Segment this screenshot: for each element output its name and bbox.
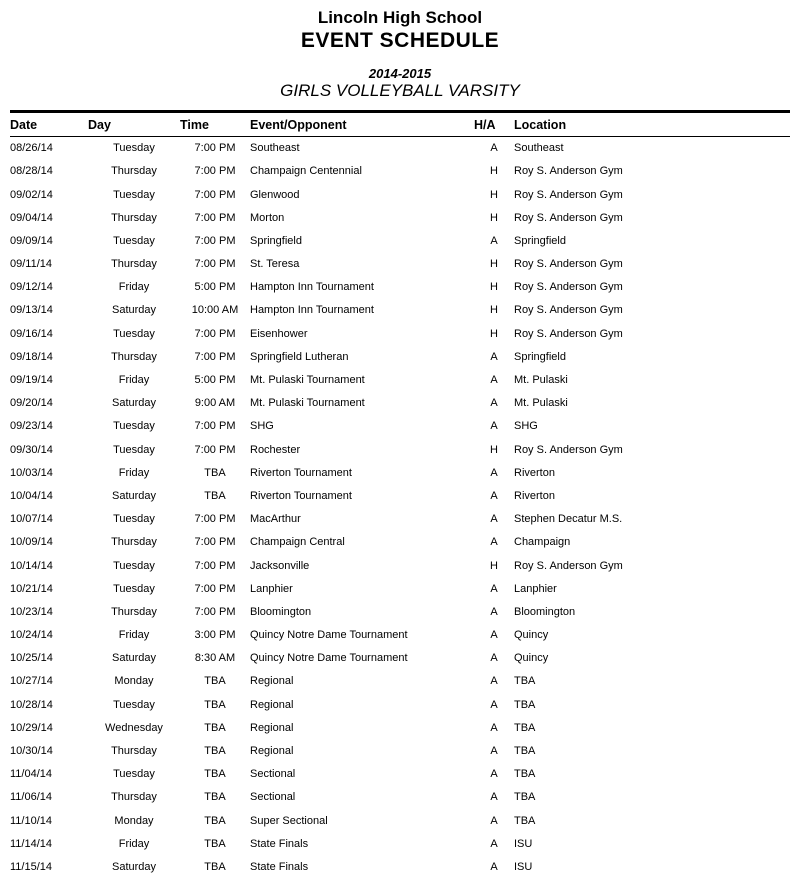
cell-location: TBA <box>514 768 536 781</box>
cell-day: Thursday <box>111 605 157 618</box>
cell-event: Regional <box>250 675 294 688</box>
cell-time: 7:00 PM <box>194 582 236 595</box>
cell-day: Friday <box>118 374 150 387</box>
schedule-row <box>10 415 790 438</box>
schedule-row <box>10 253 790 276</box>
cell-location: ISU <box>514 860 533 873</box>
cell-ha: A <box>490 466 498 479</box>
cell-time: 7:00 PM <box>194 211 236 224</box>
schedule-row <box>10 786 790 809</box>
cell-time: 7:00 PM <box>194 605 236 618</box>
cell-event: St. Teresa <box>250 258 300 271</box>
cell-time: 9:00 AM <box>194 397 236 410</box>
schedule-row <box>10 716 790 739</box>
cell-time: 7:00 PM <box>194 188 236 201</box>
cell-location: Roy S. Anderson Gym <box>514 188 623 201</box>
cell-ha: A <box>490 350 498 363</box>
cell-event: Jacksonville <box>250 559 310 572</box>
cell-ha: A <box>490 837 498 850</box>
cell-event: Lanphier <box>250 582 293 595</box>
cell-day: Tuesday <box>113 142 155 155</box>
cell-time: TBA <box>204 675 226 688</box>
cell-location: TBA <box>514 814 536 827</box>
cell-time: 8:30 AM <box>194 652 236 665</box>
cell-time: 7:00 PM <box>194 350 236 363</box>
cell-event: Southeast <box>250 142 300 155</box>
cell-ha: H <box>490 165 498 178</box>
cell-day: Tuesday <box>113 327 155 340</box>
cell-location: Riverton <box>514 466 555 479</box>
cell-location: TBA <box>514 791 536 804</box>
cell-date: 10/03/14 <box>10 466 53 479</box>
cell-day: Wednesday <box>105 721 163 734</box>
cell-ha: H <box>490 327 498 340</box>
cell-date: 09/23/14 <box>10 420 53 433</box>
cell-ha: H <box>490 188 498 201</box>
schedule-row <box>10 832 790 855</box>
cell-time: 3:00 PM <box>194 629 236 642</box>
column-header-event: Event/Opponent <box>250 113 474 137</box>
cell-time: TBA <box>204 466 226 479</box>
cell-ha: A <box>490 629 498 642</box>
cell-location: TBA <box>514 698 536 711</box>
cell-date: 09/16/14 <box>10 327 53 340</box>
cell-date: 08/28/14 <box>10 165 53 178</box>
team-subtitle: GIRLS VOLLEYBALL VARSITY <box>280 81 520 101</box>
schedule-row <box>10 809 790 832</box>
cell-event: Rochester <box>250 443 301 456</box>
cell-event: Super Sectional <box>250 814 328 827</box>
cell-time: 7:00 PM <box>194 513 236 526</box>
schedule-row <box>10 600 790 623</box>
cell-location: TBA <box>514 721 536 734</box>
schedule-row <box>10 345 790 368</box>
cell-day: Saturday <box>111 304 157 317</box>
cell-date: 08/26/14 <box>10 142 53 155</box>
cell-time: 10:00 AM <box>191 304 239 317</box>
cell-time: 7:00 PM <box>194 327 236 340</box>
schedule-row <box>10 392 790 415</box>
cell-event: Riverton Tournament <box>250 489 352 502</box>
cell-time: TBA <box>204 698 226 711</box>
cell-time: 5:00 PM <box>194 374 236 387</box>
cell-location: TBA <box>514 675 536 688</box>
cell-event: Regional <box>250 745 294 758</box>
cell-date: 09/02/14 <box>10 188 53 201</box>
cell-ha: A <box>490 745 498 758</box>
cell-event: State Finals <box>250 837 309 850</box>
cell-event: Glenwood <box>250 188 300 201</box>
cell-event: Hampton Inn Tournament <box>250 304 374 317</box>
cell-date: 10/07/14 <box>10 513 53 526</box>
cell-location: Springfield <box>514 234 566 247</box>
cell-ha: A <box>490 791 498 804</box>
cell-day: Thursday <box>111 258 157 271</box>
cell-event: Quincy Notre Dame Tournament <box>250 652 408 665</box>
cell-date: 10/24/14 <box>10 629 53 642</box>
cell-location: Quincy <box>514 629 549 642</box>
cell-time: TBA <box>204 489 226 502</box>
schedule-row <box>10 461 790 484</box>
cell-event: Hampton Inn Tournament <box>250 281 374 294</box>
column-header-time: Time <box>180 113 250 137</box>
column-header-location: Location <box>514 113 790 137</box>
schedule-row <box>10 160 790 183</box>
cell-day: Thursday <box>111 211 157 224</box>
schedule-row <box>10 647 790 670</box>
cell-date: 11/04/14 <box>10 768 53 781</box>
schedule-header-row <box>10 113 790 137</box>
cell-location: Roy S. Anderson Gym <box>514 165 623 178</box>
cell-day: Saturday <box>111 652 157 665</box>
cell-time: 7:00 PM <box>194 559 236 572</box>
cell-date: 09/04/14 <box>10 211 53 224</box>
cell-time: TBA <box>204 860 226 873</box>
cell-time: 7:00 PM <box>194 234 236 247</box>
cell-time: 7:00 PM <box>194 536 236 549</box>
cell-ha: H <box>490 281 498 294</box>
cell-location: Roy S. Anderson Gym <box>514 281 623 294</box>
cell-date: 10/28/14 <box>10 698 53 711</box>
cell-day: Saturday <box>111 860 157 873</box>
cell-day: Tuesday <box>113 188 155 201</box>
cell-day: Tuesday <box>113 582 155 595</box>
schedule-row <box>10 693 790 716</box>
schedule-row <box>10 276 790 299</box>
cell-ha: A <box>490 374 498 387</box>
schedule-table <box>10 113 790 879</box>
schedule-row <box>10 739 790 762</box>
cell-event: MacArthur <box>250 513 301 526</box>
cell-time: TBA <box>204 837 226 850</box>
cell-location: Springfield <box>514 350 566 363</box>
cell-location: TBA <box>514 745 536 758</box>
cell-event: Regional <box>250 698 294 711</box>
cell-day: Monday <box>114 814 154 827</box>
schedule-row <box>10 577 790 600</box>
cell-event: Springfield Lutheran <box>250 350 349 363</box>
cell-date: 10/30/14 <box>10 745 53 758</box>
cell-date: 09/12/14 <box>10 281 53 294</box>
cell-time: 7:00 PM <box>194 165 236 178</box>
cell-event: Springfield <box>250 234 302 247</box>
cell-time: TBA <box>204 814 226 827</box>
column-header-ha: H/A <box>474 113 514 137</box>
cell-date: 10/25/14 <box>10 652 53 665</box>
cell-day: Friday <box>118 837 150 850</box>
cell-date: 10/09/14 <box>10 536 53 549</box>
document-header <box>0 8 800 102</box>
cell-ha: A <box>490 142 498 155</box>
cell-location: Quincy <box>514 652 549 665</box>
cell-day: Tuesday <box>113 420 155 433</box>
cell-location: SHG <box>514 420 538 433</box>
cell-event: Bloomington <box>250 605 312 618</box>
cell-event: Riverton Tournament <box>250 466 352 479</box>
cell-ha: A <box>490 675 498 688</box>
cell-date: 11/06/14 <box>10 791 53 804</box>
cell-day: Tuesday <box>113 559 155 572</box>
season-label: 2014-2015 <box>368 65 432 81</box>
schedule-row <box>10 438 790 461</box>
cell-date: 09/09/14 <box>10 234 53 247</box>
schedule-row <box>10 531 790 554</box>
schedule-row <box>10 484 790 507</box>
cell-ha: A <box>490 234 498 247</box>
cell-event: Eisenhower <box>250 327 308 340</box>
cell-event: Sectional <box>250 768 296 781</box>
cell-day: Thursday <box>111 791 157 804</box>
schedule-row <box>10 136 790 160</box>
cell-day: Thursday <box>111 536 157 549</box>
cell-date: 09/13/14 <box>10 304 53 317</box>
cell-ha: A <box>490 605 498 618</box>
cell-location: Roy S. Anderson Gym <box>514 443 623 456</box>
cell-date: 10/14/14 <box>10 559 53 572</box>
cell-time: 7:00 PM <box>194 258 236 271</box>
cell-location: Southeast <box>514 142 564 155</box>
cell-event: Mt. Pulaski Tournament <box>250 397 365 410</box>
cell-day: Friday <box>118 281 150 294</box>
cell-location: Riverton <box>514 489 555 502</box>
cell-ha: A <box>490 768 498 781</box>
schedule-row <box>10 624 790 647</box>
cell-date: 10/23/14 <box>10 605 53 618</box>
cell-time: TBA <box>204 791 226 804</box>
cell-day: Thursday <box>111 745 157 758</box>
cell-time: TBA <box>204 745 226 758</box>
cell-time: TBA <box>204 721 226 734</box>
cell-ha: A <box>490 582 498 595</box>
cell-event: SHG <box>250 420 274 433</box>
schedule-row <box>10 206 790 229</box>
cell-location: Roy S. Anderson Gym <box>514 258 623 271</box>
cell-day: Thursday <box>111 350 157 363</box>
cell-location: Roy S. Anderson Gym <box>514 559 623 572</box>
schedule-row <box>10 229 790 252</box>
cell-day: Friday <box>118 629 150 642</box>
cell-day: Tuesday <box>113 443 155 456</box>
schedule-row <box>10 183 790 206</box>
schedule-row <box>10 670 790 693</box>
cell-location: Stephen Decatur M.S. <box>514 513 623 526</box>
cell-date: 10/21/14 <box>10 582 53 595</box>
cell-location: Mt. Pulaski <box>514 374 568 387</box>
cell-location: Lanphier <box>514 582 557 595</box>
cell-location: Mt. Pulaski <box>514 397 568 410</box>
cell-date: 11/10/14 <box>10 814 53 827</box>
cell-ha: A <box>490 814 498 827</box>
cell-date: 09/18/14 <box>10 350 53 363</box>
cell-ha: H <box>490 443 498 456</box>
schedule-row <box>10 855 790 878</box>
cell-ha: A <box>490 397 498 410</box>
cell-ha: H <box>490 258 498 271</box>
cell-date: 10/04/14 <box>10 489 53 502</box>
cell-location: Roy S. Anderson Gym <box>514 211 623 224</box>
cell-event: Regional <box>250 721 294 734</box>
cell-date: 11/14/14 <box>10 837 53 850</box>
cell-event: Mt. Pulaski Tournament <box>250 374 365 387</box>
cell-time: 7:00 PM <box>194 142 236 155</box>
column-header-date: Date <box>10 113 88 137</box>
cell-day: Tuesday <box>113 698 155 711</box>
schedule-row <box>10 763 790 786</box>
cell-location: Roy S. Anderson Gym <box>514 304 623 317</box>
cell-day: Tuesday <box>113 234 155 247</box>
schedule-row <box>10 554 790 577</box>
cell-day: Tuesday <box>113 513 155 526</box>
cell-time: 5:00 PM <box>194 281 236 294</box>
cell-ha: A <box>490 420 498 433</box>
cell-day: Saturday <box>111 489 157 502</box>
schedule-body <box>10 136 790 879</box>
cell-date: 10/27/14 <box>10 675 53 688</box>
cell-location: Bloomington <box>514 605 576 618</box>
cell-ha: H <box>490 304 498 317</box>
cell-time: TBA <box>204 768 226 781</box>
cell-ha: A <box>490 860 498 873</box>
cell-date: 09/30/14 <box>10 443 53 456</box>
cell-time: 7:00 PM <box>194 420 236 433</box>
cell-day: Tuesday <box>113 768 155 781</box>
cell-time: 7:00 PM <box>194 443 236 456</box>
cell-location: Roy S. Anderson Gym <box>514 327 623 340</box>
cell-ha: A <box>490 489 498 502</box>
schedule-row <box>10 508 790 531</box>
schedule-row <box>10 299 790 322</box>
cell-event: State Finals <box>250 860 309 873</box>
cell-day: Thursday <box>111 165 157 178</box>
cell-location: ISU <box>514 837 533 850</box>
cell-ha: A <box>490 536 498 549</box>
cell-date: 09/19/14 <box>10 374 53 387</box>
cell-ha: A <box>490 652 498 665</box>
cell-event: Champaign Central <box>250 536 345 549</box>
school-name: Lincoln High School <box>317 8 483 27</box>
cell-day: Saturday <box>111 397 157 410</box>
cell-date: 09/11/14 <box>10 258 53 271</box>
cell-ha: A <box>490 513 498 526</box>
schedule-row <box>10 322 790 345</box>
cell-day: Monday <box>114 675 154 688</box>
cell-ha: A <box>490 721 498 734</box>
cell-date: 10/29/14 <box>10 721 53 734</box>
cell-ha: H <box>490 559 498 572</box>
cell-event: Morton <box>250 211 285 224</box>
cell-date: 11/15/14 <box>10 860 53 873</box>
cell-day: Friday <box>118 466 150 479</box>
cell-location: Champaign <box>514 536 571 549</box>
cell-ha: A <box>490 698 498 711</box>
page-title: EVENT SCHEDULE <box>300 29 500 53</box>
column-header-day: Day <box>88 113 180 137</box>
cell-event: Sectional <box>250 791 296 804</box>
cell-ha: H <box>490 211 498 224</box>
schedule-row <box>10 368 790 391</box>
cell-event: Quincy Notre Dame Tournament <box>250 629 408 642</box>
cell-date: 09/20/14 <box>10 397 53 410</box>
cell-event: Champaign Centennial <box>250 165 362 178</box>
